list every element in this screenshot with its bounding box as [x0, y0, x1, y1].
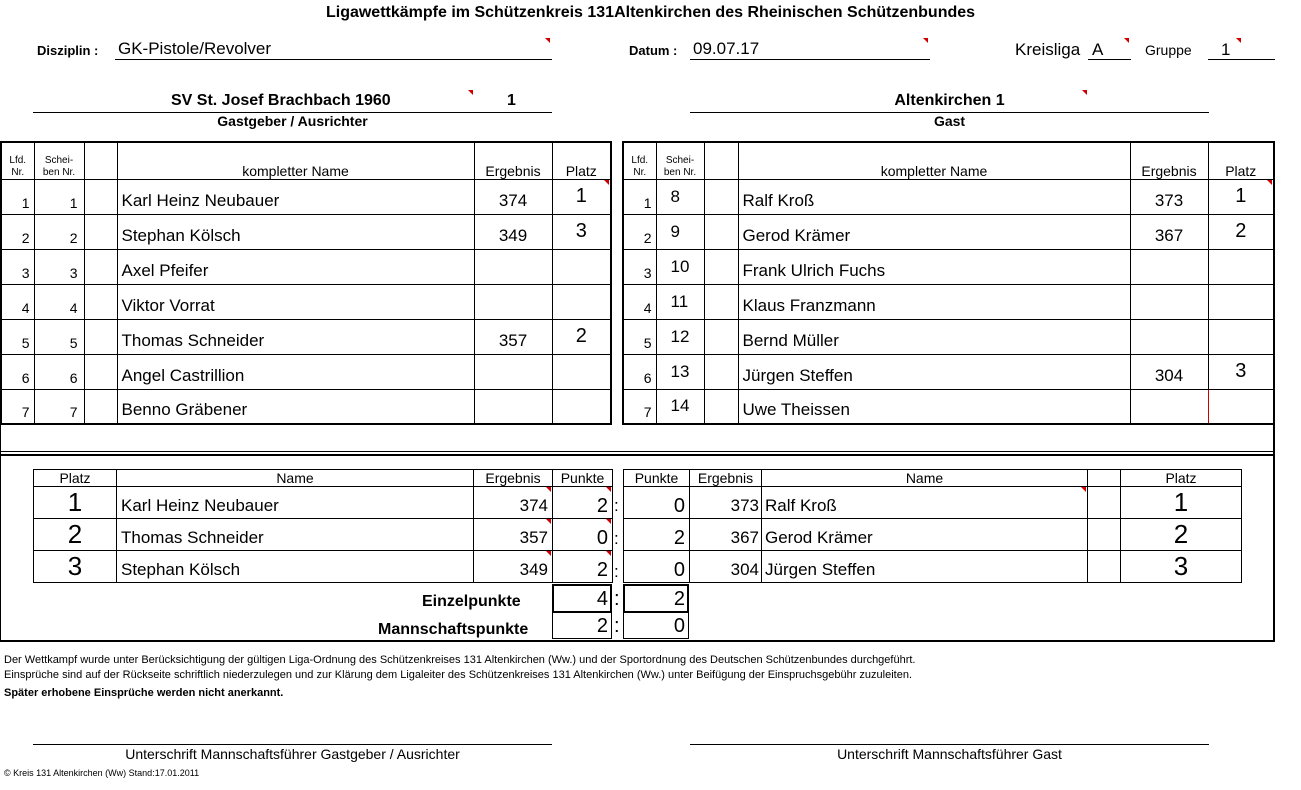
header-platz: Platz: [552, 142, 611, 179]
roster-spacer: [704, 284, 738, 319]
roster-lfd: 3: [623, 249, 656, 284]
duel-row: [690, 519, 1242, 551]
roster-lfd: 5: [1, 319, 34, 354]
roster-row: [1, 249, 611, 284]
duel-separator: :: [614, 562, 619, 581]
roster-schei-nr: 7: [34, 389, 84, 424]
header-lfd-nr: Nr.: [633, 166, 647, 178]
roster-name-field[interactable]: Gerod Krämer: [738, 214, 1130, 249]
roster-schei-nr: 12: [656, 319, 704, 354]
kreisliga-field[interactable]: A: [1092, 40, 1104, 59]
roster-ergebnis-field[interactable]: 349: [474, 214, 552, 249]
footer-line-3: Später erhobene Einsprüche werden nicht anerkannt.: [4, 687, 284, 699]
duel-header-platz: Platz: [1121, 470, 1242, 487]
roster-ergebnis-field[interactable]: 374: [474, 179, 552, 214]
duel-guest-name: Gerod Krämer: [762, 519, 1088, 551]
roster-spacer: [84, 319, 117, 354]
roster-platz-field[interactable]: [1208, 319, 1274, 354]
roster-schei-nr: 4: [34, 284, 84, 319]
roster-spacer: [84, 284, 117, 319]
roster-spacer: [84, 214, 117, 249]
gruppe-field[interactable]: 1: [1221, 40, 1231, 59]
roster-spacer: [704, 319, 738, 354]
duel-header-punkte: Punkte: [624, 470, 690, 487]
duel-guest-punkte: 2: [624, 519, 690, 551]
duel-guest-platz: 2: [1121, 519, 1242, 551]
header-name: kompletter Name: [738, 142, 1130, 179]
duel-guest-ergebnis: 304: [690, 551, 762, 583]
roster-spacer: [704, 214, 738, 249]
roster-name-field[interactable]: Thomas Schneider: [117, 319, 474, 354]
duel-guest-punkte: 0: [624, 487, 690, 519]
duel-guest-table: [689, 469, 1242, 583]
duel-home-ergebnis: 349: [474, 551, 553, 583]
roster-lfd: 2: [623, 214, 656, 249]
roster-ergebnis-field[interactable]: [474, 249, 552, 284]
mannschaftspunkte-home: 2: [596, 615, 608, 637]
disziplin-field[interactable]: GK-Pistole/Revolver: [118, 39, 272, 58]
duel-home-punkte: 2: [553, 551, 613, 583]
header-lfd: Lfd.: [631, 154, 649, 166]
header-name: kompletter Name: [117, 142, 474, 179]
roster-schei-nr: 5: [34, 319, 84, 354]
roster-name-field[interactable]: Frank Ulrich Fuchs: [738, 249, 1130, 284]
roster-platz-field[interactable]: 1: [552, 179, 611, 214]
roster-spacer: [84, 179, 117, 214]
roster-schei-nr: 3: [34, 249, 84, 284]
roster-platz-field[interactable]: 3: [1208, 354, 1274, 389]
duel-spacer: [1088, 519, 1121, 551]
roster-row: [623, 389, 1274, 424]
roster-ergebnis-field[interactable]: 373: [1130, 179, 1208, 214]
roster-spacer: [84, 249, 117, 284]
duel-home-ergebnis: 357: [474, 519, 553, 551]
roster-row: [623, 179, 1274, 214]
einzelpunkte-home: 4: [596, 588, 608, 610]
duel-row: [34, 487, 553, 519]
duel-home-name: Stephan Kölsch: [117, 551, 474, 583]
header-ergebnis: Ergebnis: [1130, 142, 1208, 179]
roster-platz-field[interactable]: 2: [1208, 214, 1274, 249]
duel-platz: 1: [34, 487, 117, 519]
roster-row: [623, 214, 1274, 249]
duel-separator: :: [614, 496, 619, 515]
duel-guest-ergebnis: 367: [690, 519, 762, 551]
roster-schei-nr: 2: [34, 214, 84, 249]
signature-guest-label: Unterschrift Mannschaftsführer Gast: [837, 746, 1062, 762]
roster-row: [1, 319, 611, 354]
duel-header-ergebnis: Ergebnis: [474, 470, 553, 487]
datum-field[interactable]: 09.07.17: [693, 39, 760, 58]
duel-guest-points-table: [623, 469, 690, 583]
duel-home-name: Karl Heinz Neubauer: [117, 487, 474, 519]
roster-lfd: 7: [1, 389, 34, 424]
roster-platz-field[interactable]: [1208, 249, 1274, 284]
duel-platz: 3: [34, 551, 117, 583]
mannschaftspunkte-guest: 0: [673, 615, 685, 637]
mannschaftspunkte-separator: :: [614, 615, 620, 637]
roster-spacer: [84, 354, 117, 389]
einzelpunkte-label: Einzelpunkte: [422, 593, 521, 610]
duel-home-points-table: [552, 469, 613, 583]
header-schei-nr: ben Nr.: [42, 166, 76, 178]
roster-spacer: [704, 249, 738, 284]
roster-platz-field[interactable]: 3: [552, 214, 611, 249]
home-role-label: Gastgeber / Ausrichter: [217, 113, 368, 129]
roster-lfd: 4: [623, 284, 656, 319]
duel-header-punkte: Punkte: [553, 470, 613, 487]
duel-row: [690, 551, 1242, 583]
header-lfd: Lfd.: [9, 154, 27, 166]
home-roster-header: [1, 142, 611, 179]
roster-lfd: 5: [623, 319, 656, 354]
copyright-text: © Kreis 131 Altenkirchen (Ww) Stand:17.01.2011: [4, 768, 200, 778]
roster-name-field[interactable]: Axel Pfeifer: [117, 249, 474, 284]
gruppe-label: Gruppe: [1145, 42, 1192, 58]
guest-role-label: Gast: [933, 113, 966, 129]
roster-spacer: [84, 389, 117, 424]
duel-home-table: [33, 469, 553, 583]
roster-platz-field[interactable]: 2: [552, 319, 611, 354]
einzelpunkte-guest: 2: [673, 588, 685, 610]
roster-schei-nr: 1: [34, 179, 84, 214]
footer-line-1: Der Wettkampf wurde unter Berücksichtigung der gültigen Liga-Ordnung des Schützenkreises 131 Altenkirchen (Ww.) und der Sportordnung des Deutschen Schützenbundes durchgeführt.: [4, 654, 916, 666]
roster-row: [623, 249, 1274, 284]
duel-guest-platz: 3: [1121, 551, 1242, 583]
roster-schei-nr: 10: [656, 249, 704, 284]
roster-name-field[interactable]: Angel Castrillion: [117, 354, 474, 389]
roster-name-field[interactable]: Ralf Kroß: [738, 179, 1130, 214]
roster-schei-nr: 13: [656, 354, 704, 389]
roster-platz-field[interactable]: [552, 354, 611, 389]
duel-guest-name: Ralf Kroß: [762, 487, 1088, 519]
datum-label: Datum :: [629, 43, 678, 58]
roster-ergebnis-field[interactable]: [1130, 284, 1208, 319]
roster-lfd: 6: [623, 354, 656, 389]
footer-line-2: Einsprüche sind auf der Rückseite schriftlich niederzulegen und zur Klärung dem Ligaleiter des Schützenkreises 131 Altenkirchen (Ww.) unter Beifügung der Einspruchsgebühr zuzuleiten.: [4, 669, 913, 681]
roster-row: [623, 284, 1274, 319]
home-team-number[interactable]: 1: [507, 92, 516, 109]
roster-platz-field[interactable]: 1: [1208, 179, 1274, 214]
roster-row: [1, 284, 611, 319]
page-title: Ligawettkämpfe im Schützenkreis 131Altenkirchen des Rheinischen Schützenbundes: [325, 4, 976, 21]
header-schei: Schei-: [44, 154, 74, 166]
roster-name-field[interactable]: Benno Gräbener: [117, 389, 474, 424]
roster-platz-field[interactable]: [552, 389, 611, 424]
disziplin-label: Disziplin :: [37, 43, 99, 58]
roster-ergebnis-field[interactable]: [1130, 249, 1208, 284]
duel-guest-punkte: 0: [624, 551, 690, 583]
duel-header-platz: Platz: [34, 470, 117, 487]
roster-platz-field[interactable]: [1208, 389, 1274, 424]
roster-lfd: 6: [1, 354, 34, 389]
roster-name-field[interactable]: Viktor Vorrat: [117, 284, 474, 319]
roster-row: [1, 354, 611, 389]
roster-schei-nr: 9: [656, 214, 704, 249]
duel-separator: :: [614, 529, 619, 548]
roster-schei-nr: 11: [656, 284, 704, 319]
guest-roster-table: [622, 141, 1275, 425]
duel-header-name: Name: [762, 470, 1088, 487]
signature-home-label: Unterschrift Mannschaftsführer Gastgeber / Ausrichter: [125, 746, 460, 762]
roster-ergebnis-field[interactable]: [474, 354, 552, 389]
duel-guest-ergebnis: 373: [690, 487, 762, 519]
roster-spacer: [704, 179, 738, 214]
roster-name-field[interactable]: Bernd Müller: [738, 319, 1130, 354]
roster-row: [623, 354, 1274, 389]
home-roster-table: [0, 141, 612, 425]
roster-lfd: 3: [1, 249, 34, 284]
mannschaftspunkte-label: Mannschaftspunkte: [378, 621, 529, 638]
roster-row: [1, 214, 611, 249]
roster-lfd: 2: [1, 214, 34, 249]
roster-row: [1, 389, 611, 424]
roster-name-field[interactable]: Klaus Franzmann: [738, 284, 1130, 319]
header-schei-nr: ben Nr.: [663, 166, 697, 178]
roster-lfd: 7: [623, 389, 656, 424]
duel-home-ergebnis: 374: [474, 487, 553, 519]
roster-ergebnis-field[interactable]: [474, 284, 552, 319]
roster-schei-nr: 8: [656, 179, 704, 214]
roster-ergebnis-field[interactable]: 367: [1130, 214, 1208, 249]
duel-spacer: [1088, 487, 1121, 519]
einzelpunkte-separator: :: [614, 588, 620, 610]
roster-ergebnis-field[interactable]: [1130, 389, 1208, 424]
roster-lfd: 1: [623, 179, 656, 214]
roster-lfd: 1: [1, 179, 34, 214]
roster-spacer: [704, 389, 738, 424]
duel-platz: 2: [34, 519, 117, 551]
header-lfd-nr: Nr.: [11, 166, 25, 178]
duel-guest-name: Jürgen Steffen: [762, 551, 1088, 583]
duel-header-ergebnis: Ergebnis: [690, 470, 762, 487]
guest-team-name[interactable]: Altenkirchen 1: [894, 92, 1005, 109]
roster-lfd: 4: [1, 284, 34, 319]
guest-roster-header: [623, 142, 1274, 179]
duel-row: [34, 519, 553, 551]
duel-header-name: Name: [117, 470, 474, 487]
roster-name-field[interactable]: Jürgen Steffen: [738, 354, 1130, 389]
duel-home-punkte: 2: [553, 487, 613, 519]
duel-home-name: Thomas Schneider: [117, 519, 474, 551]
header-schei: Schei-: [665, 154, 695, 166]
roster-ergebnis-field[interactable]: [474, 389, 552, 424]
roster-name-field[interactable]: Karl Heinz Neubauer: [117, 179, 474, 214]
roster-schei-nr: 6: [34, 354, 84, 389]
roster-name-field[interactable]: Stephan Kölsch: [117, 214, 474, 249]
duel-home-punkte: 0: [553, 519, 613, 551]
roster-platz-field[interactable]: [1208, 284, 1274, 319]
roster-ergebnis-field[interactable]: 357: [474, 319, 552, 354]
roster-platz-field[interactable]: [552, 284, 611, 319]
roster-spacer: [704, 354, 738, 389]
roster-ergebnis-field[interactable]: [1130, 319, 1208, 354]
roster-platz-field[interactable]: [552, 249, 611, 284]
roster-ergebnis-field[interactable]: 304: [1130, 354, 1208, 389]
duel-row: [34, 551, 553, 583]
duel-row: [690, 487, 1242, 519]
header-platz: Platz: [1208, 142, 1274, 179]
header-ergebnis: Ergebnis: [474, 142, 552, 179]
duel-guest-platz: 1: [1121, 487, 1242, 519]
roster-row: [1, 179, 611, 214]
roster-schei-nr: 14: [656, 389, 704, 424]
duel-spacer: [1088, 551, 1121, 583]
roster-name-field[interactable]: Uwe Theissen: [738, 389, 1130, 424]
roster-row: [623, 319, 1274, 354]
kreisliga-label: Kreisliga: [1015, 40, 1081, 59]
home-team-name[interactable]: SV St. Josef Brachbach 1960: [171, 92, 391, 109]
